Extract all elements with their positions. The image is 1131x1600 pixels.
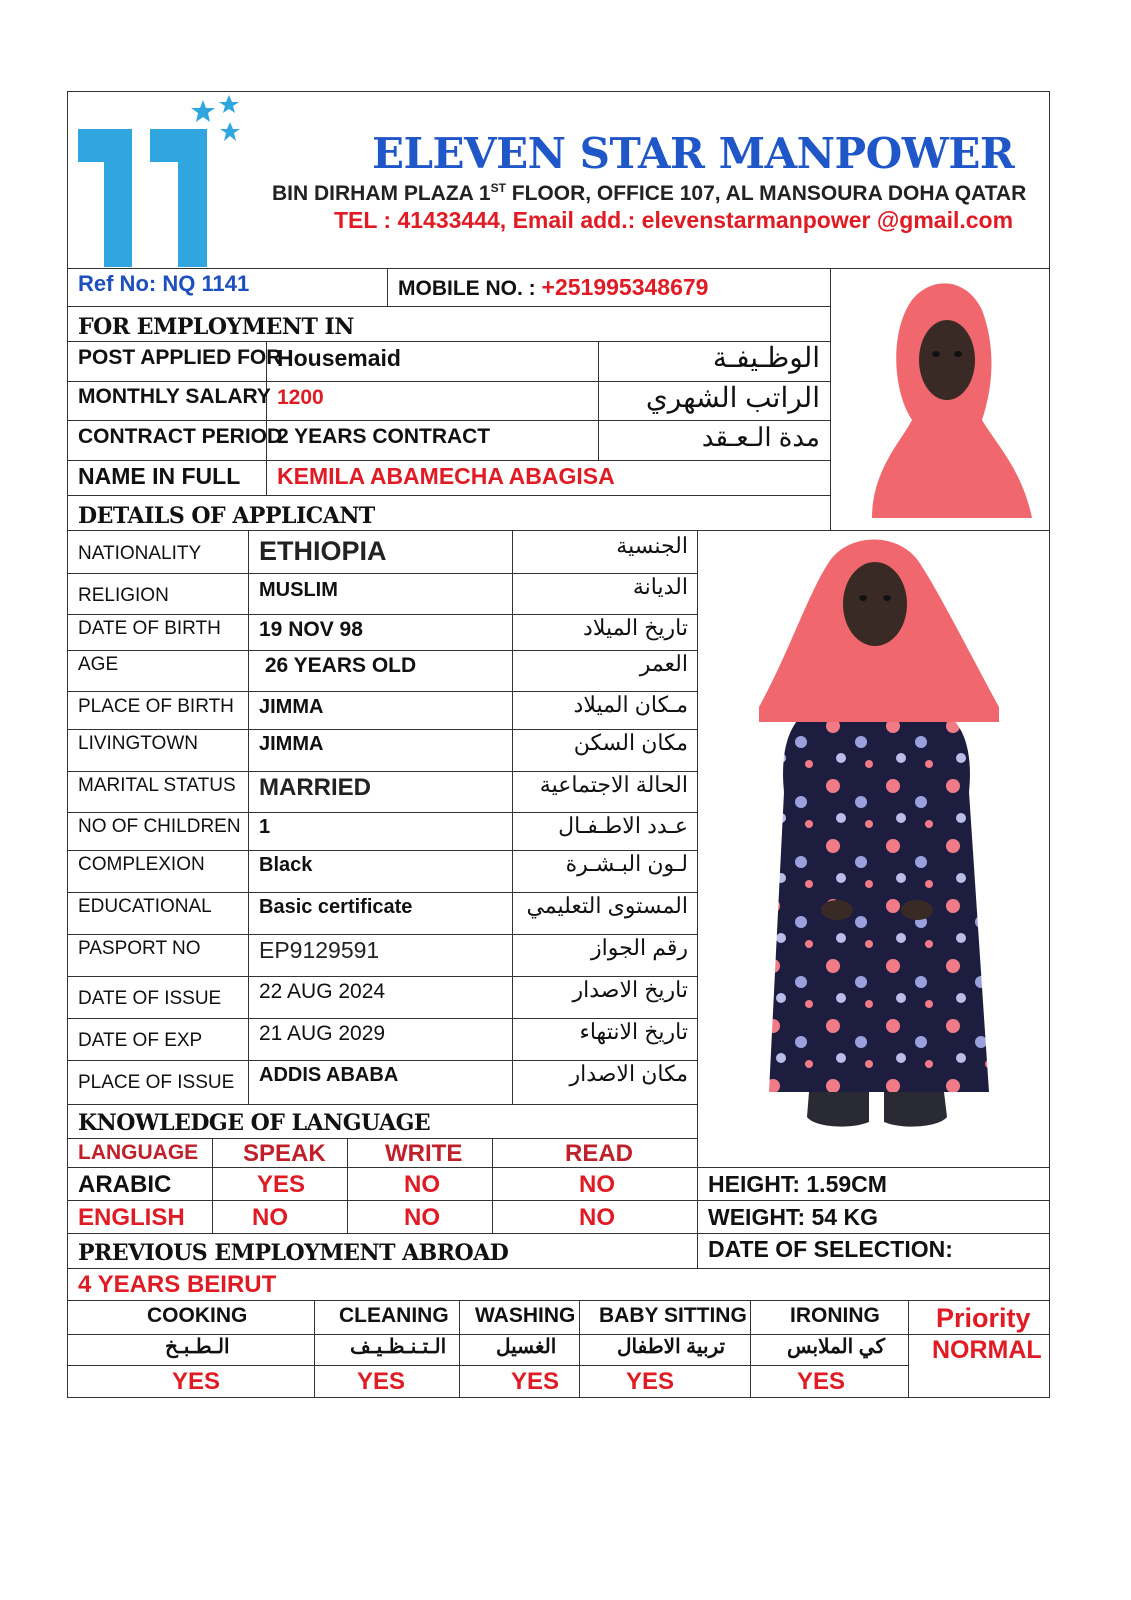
date-of-birth-label: DATE OF BIRTH	[78, 618, 221, 639]
details-heading: DETAILS OF APPLICANT	[78, 503, 375, 529]
skill-ironing-label: IRONING	[790, 1304, 880, 1327]
skill-baby-sitting-value: YES	[626, 1368, 675, 1395]
mobile-number: MOBILE NO. : +251995348679	[398, 274, 709, 300]
english-read: NO	[579, 1204, 615, 1231]
full-name-label: NAME IN FULL	[78, 463, 241, 489]
living-town-label: LIVINGTOWN	[78, 733, 198, 754]
skill-washing-arabic: الغسيل	[496, 1336, 557, 1358]
language-header-write: WRITE	[385, 1140, 463, 1167]
applicant-photo-portrait	[832, 270, 1048, 528]
date-of-birth-arabic: تاريخ الميلاد	[583, 615, 688, 640]
company-contact: TEL : 41433444, Email add.: elevenstarmanpower @gmail.com	[334, 207, 1014, 233]
date-of-issue-label: DATE OF ISSUE	[78, 988, 222, 1009]
date-of-exp-arabic: تاريخ الانتهاء	[579, 1019, 688, 1044]
skill-washing-value: YES	[511, 1368, 560, 1395]
ref-number: Ref No: NQ 1141	[78, 271, 250, 296]
priority-label: Priority	[936, 1303, 1031, 1333]
place-of-birth-arabic: مـكان الميلاد	[573, 692, 688, 717]
date-of-issue-arabic: تاريخ الاصدار	[572, 977, 688, 1002]
religion-arabic: الديانة	[632, 574, 688, 599]
age-arabic: العمر	[639, 651, 688, 676]
english-speak: NO	[252, 1204, 288, 1231]
arabic-language: ARABIC	[78, 1171, 172, 1198]
contract-period-arabic: مدة الـعـقد	[701, 422, 820, 452]
monthly-salary-label: MONTHLY SALARY	[78, 385, 271, 408]
passport-value: EP9129591	[259, 937, 380, 963]
monthly-salary-arabic: الراتب الشهري	[645, 382, 820, 413]
place-of-birth-label: PLACE OF BIRTH	[78, 696, 234, 717]
passport-arabic: رقم الجواز	[590, 935, 688, 960]
marital-status-label: MARITAL STATUS	[78, 775, 236, 796]
height-value: HEIGHT: 1.59CM	[708, 1171, 887, 1197]
applicant-photo-full	[699, 532, 1048, 1165]
living-town-arabic: مكان السكن	[573, 730, 688, 755]
skill-ironing-value: YES	[797, 1368, 846, 1395]
date-of-birth-value: 19 NOV 98	[259, 618, 363, 641]
skill-washing-label: WASHING	[475, 1304, 576, 1327]
contract-period-value: 2 YEARS CONTRACT	[277, 425, 491, 448]
priority-value: NORMAL	[932, 1336, 1042, 1364]
place-of-issue-arabic: مكان الاصدار	[569, 1061, 688, 1086]
marital-status-arabic: الحالة الاجتماعية	[539, 772, 688, 797]
skill-cleaning-arabic: الـتـنـظـيـف	[350, 1336, 447, 1358]
religion-label: RELIGION	[78, 585, 169, 606]
skill-cooking-value: YES	[172, 1368, 221, 1395]
skill-cooking-arabic: الـطـبـخ	[165, 1336, 230, 1358]
english-language: ENGLISH	[78, 1204, 185, 1231]
company-name: ELEVEN STAR MANPOWER	[372, 129, 1015, 178]
language-header-read: READ	[565, 1140, 634, 1167]
living-town-value: JIMMA	[259, 733, 324, 755]
post-applied-arabic: الوظـيفـة	[712, 342, 820, 373]
skill-baby-sitting-label: BABY SITTING	[599, 1304, 747, 1327]
language-heading: KNOWLEDGE OF LANGUAGE	[78, 1110, 431, 1136]
skill-ironing-arabic: كي الملابس	[787, 1336, 885, 1358]
age-value: 26 YEARS OLD	[259, 654, 417, 677]
company-address: BIN DIRHAM PLAZA 1ST FLOOR, OFFICE 107, AL MANSOURA DOHA QATAR	[272, 181, 1027, 205]
children-value: 1	[259, 816, 271, 838]
nationality-value: ETHIOPIA	[259, 536, 387, 566]
language-header-speak: SPEAK	[243, 1140, 326, 1167]
place-of-issue-value: ADDIS ABABA	[259, 1064, 399, 1086]
children-arabic: عـدد الاطـفـال	[558, 813, 688, 838]
english-write: NO	[404, 1204, 440, 1231]
contract-period-label: CONTRACT PERIOD	[78, 425, 283, 448]
complexion-arabic: لـون البـشـرة	[565, 851, 688, 876]
place-of-birth-value: JIMMA	[259, 696, 324, 718]
arabic-read: NO	[579, 1171, 615, 1198]
arabic-speak: YES	[257, 1171, 306, 1198]
language-header-language: LANGUAGE	[78, 1141, 199, 1164]
religion-value: MUSLIM	[259, 579, 338, 601]
skill-baby-sitting-arabic: تربية الاطفال	[617, 1336, 726, 1358]
nationality-arabic: الجنسية	[616, 533, 688, 558]
employment-heading: FOR EMPLOYMENT IN	[78, 314, 354, 340]
marital-status-value: MARRIED	[259, 774, 371, 801]
complexion-value: Black	[259, 854, 313, 876]
passport-label: PASPORT NO	[78, 938, 201, 959]
skill-cleaning-value: YES	[357, 1368, 406, 1395]
education-value: Basic certificate	[259, 896, 413, 918]
company-logo	[78, 95, 248, 267]
education-arabic: المستوى التعليمي	[526, 893, 688, 918]
post-applied-value: Housemaid	[277, 345, 401, 371]
date-of-exp-label: DATE OF EXP	[78, 1030, 203, 1051]
skill-cooking-label: COOKING	[147, 1304, 248, 1327]
nationality-label: NATIONALITY	[78, 543, 202, 564]
children-label: NO OF CHILDREN	[78, 816, 241, 837]
age-label: AGE	[78, 654, 119, 675]
date-of-exp-value: 21 AUG 2029	[259, 1022, 386, 1045]
complexion-label: COMPLEXION	[78, 854, 205, 875]
date-of-selection: DATE OF SELECTION:	[708, 1236, 953, 1262]
education-label: EDUCATIONAL	[78, 896, 212, 917]
place-of-issue-label: PLACE OF ISSUE	[78, 1072, 235, 1093]
skill-cleaning-label: CLEANING	[339, 1304, 449, 1327]
previous-employment-heading: PREVIOUS EMPLOYMENT ABROAD	[78, 1240, 509, 1266]
previous-employment-value: 4 YEARS BEIRUT	[78, 1271, 277, 1298]
monthly-salary-value: 1200	[277, 386, 324, 409]
full-name-value: KEMILA ABAMECHA ABAGISA	[277, 463, 615, 489]
date-of-issue-value: 22 AUG 2024	[259, 980, 386, 1003]
arabic-write: NO	[404, 1171, 440, 1198]
post-applied-label: POST APPLIED FOR	[78, 346, 282, 369]
weight-value: WEIGHT: 54 KG	[708, 1204, 878, 1230]
